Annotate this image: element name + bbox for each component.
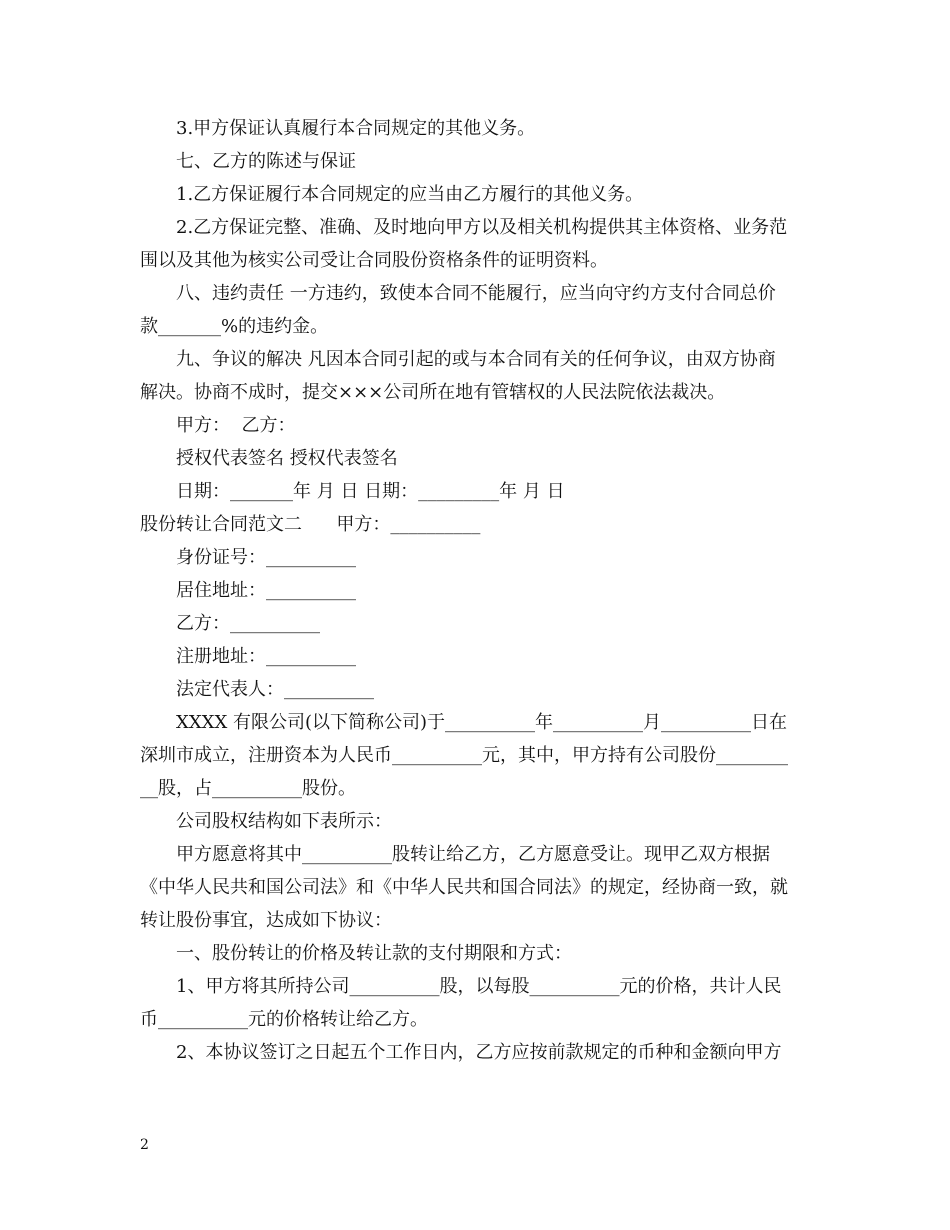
paragraph-line: __股，占__________股份。 — [140, 778, 356, 799]
paragraph-line: 1.乙方保证履行本合同规定的应当由乙方履行的其他义务。 — [176, 184, 644, 205]
page-number: 2 — [140, 1137, 149, 1153]
section-heading: 七、乙方的陈述与保证 — [176, 151, 356, 172]
form-field-party-b: 乙方：__________ — [176, 613, 320, 634]
paragraph-line: 九、争议的解决 凡因本合同引起的或与本合同有关的任何争议，由双方协商 — [176, 349, 776, 370]
paragraph-line: 1、甲方将其所持公司__________股，以每股__________元的价格，共计人民 — [176, 976, 782, 997]
form-field-registered-address: 注册地址：__________ — [176, 646, 356, 667]
paragraph-line: 围以及其他为核实公司受让合同股份资格条件的证明资料。 — [140, 250, 608, 271]
signature-parties: 甲方： 乙方： — [176, 415, 296, 436]
paragraph-line: 2、本协议签订之日起五个工作日内，乙方应按前款规定的币种和金额向甲方 — [176, 1042, 782, 1063]
paragraph-line: 甲方愿意将其中__________股转让给乙方，乙方愿意受让。现甲乙双方根据 — [176, 844, 770, 865]
paragraph-line: 币__________元的价格转让给乙方。 — [140, 1009, 428, 1030]
form-field-address: 居住地址：__________ — [176, 580, 356, 601]
paragraph-line: 《中华人民共和国公司法》和《中华人民共和国合同法》的规定，经协商一致，就 — [140, 877, 788, 898]
paragraph-line: 3.甲方保证认真履行本合同规定的其他义务。 — [176, 118, 536, 139]
paragraph-line: 款_______%的违约金。 — [140, 316, 329, 337]
paragraph-line: 八、违约责任 一方违约，致使本合同不能履行，应当向守约方支付合同总价 — [176, 283, 776, 304]
paragraph-line: 2.乙方保证完整、准确、及时地向甲方以及相关机构提供其主体资格、业务范 — [176, 217, 788, 238]
paragraph-line: XXXX 有限公司(以下简称公司)于__________年__________月__________日在 — [176, 712, 788, 733]
paragraph-line: 解决。协商不成时，提交×××公司所在地有管辖权的人民法院依法裁决。 — [140, 382, 726, 403]
paragraph-line: 转让股份事宜，达成如下协议： — [140, 910, 392, 931]
paragraph-line: 公司股权结构如下表所示： — [176, 811, 392, 832]
paragraph-line: 深圳市成立，注册资本为人民币__________元，其中，甲方持有公司股份________ — [140, 745, 788, 766]
contract-title: 股份转让合同范文二 甲方：__________ — [140, 514, 481, 535]
form-field-legal-representative: 法定代表人：__________ — [176, 679, 374, 700]
form-field-id-number: 身份证号：__________ — [176, 547, 356, 568]
document-body — [140, 112, 812, 1069]
signature-line: 授权代表签名 授权代表签名 — [176, 448, 398, 469]
date-line: 日期：_______年 月 日 日期：_________年 月 日 — [176, 481, 565, 502]
section-heading: 一、股份转让的价格及转让款的支付期限和方式： — [176, 943, 572, 964]
